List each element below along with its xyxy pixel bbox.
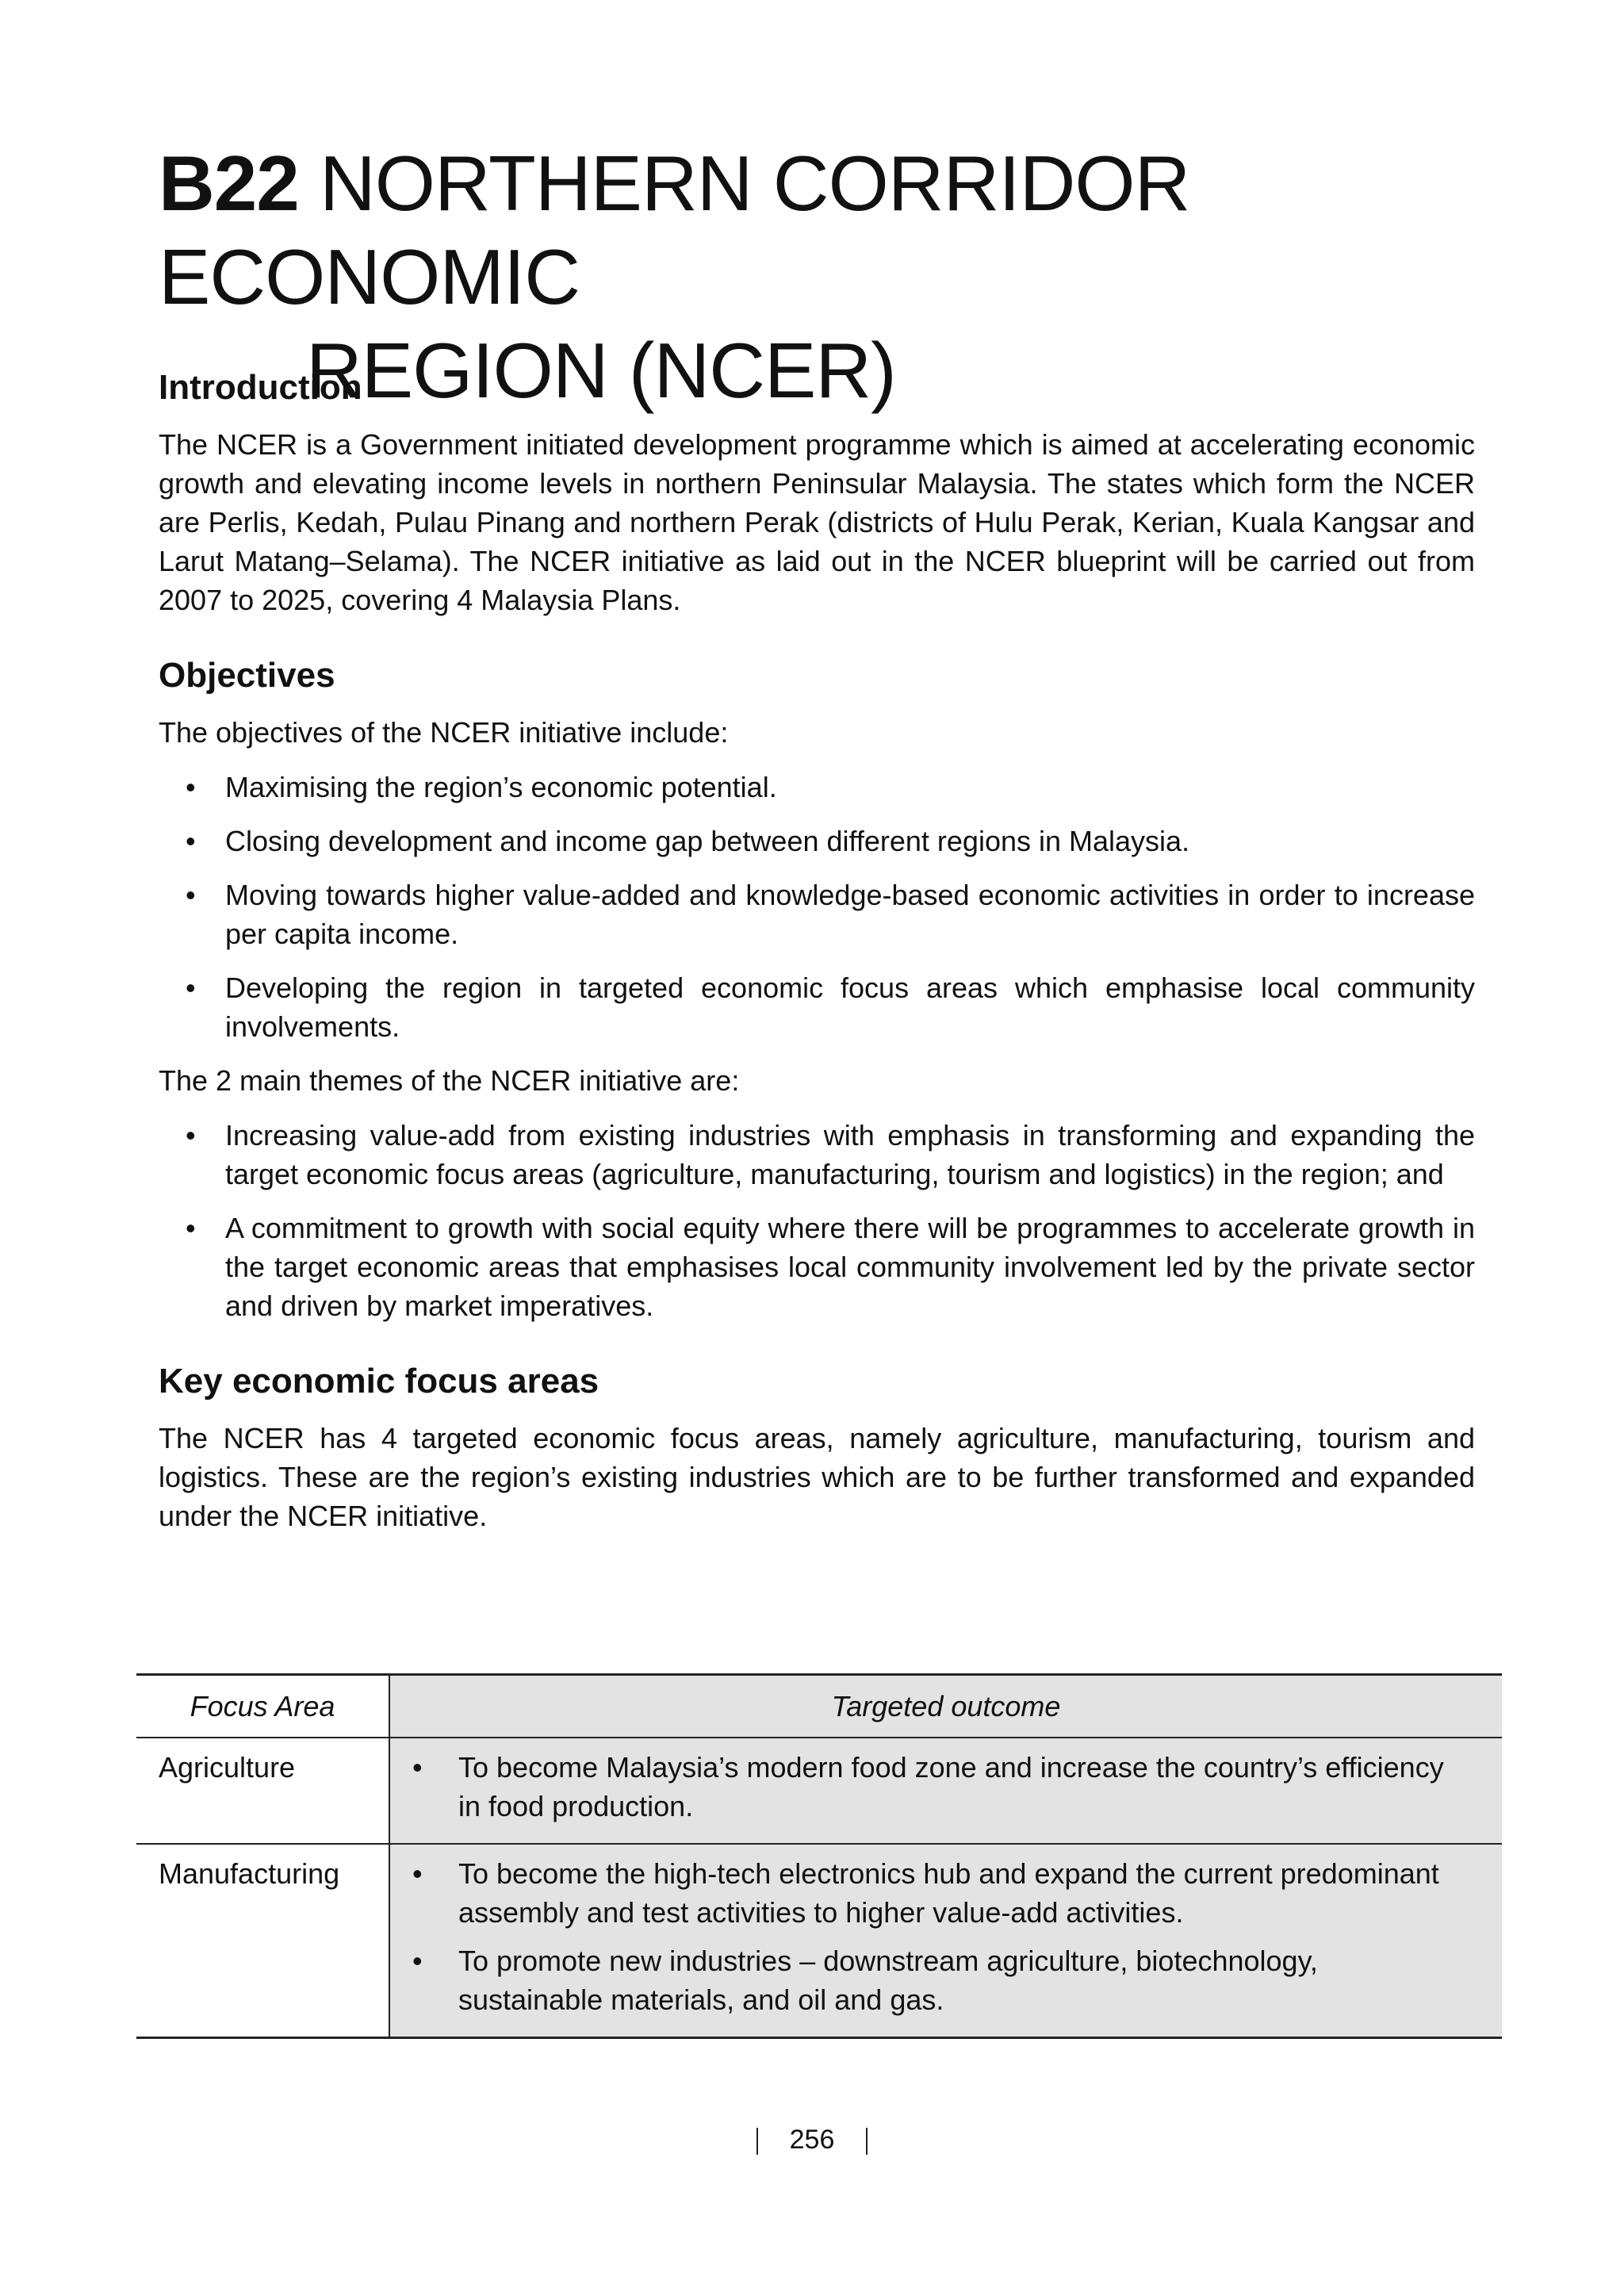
objectives-list — [159, 768, 1475, 1046]
footer-divider-left — [756, 2128, 758, 2155]
list-item — [390, 1854, 1470, 1932]
list-item-text: To promote new industries – downstream agriculture, biotechnology, sustainable materials, and oil and gas. — [458, 1945, 1318, 2016]
list-item-text: To become Malaysia’s modern food zone and increase the country’s efficiency in food production. — [458, 1751, 1444, 1822]
outcome-list — [390, 1854, 1470, 2019]
list-item — [159, 1209, 1475, 1325]
bullet-icon: • — [186, 1119, 196, 1151]
table-header-row — [136, 1675, 1502, 1738]
list-item — [390, 1941, 1470, 2019]
focus-area-table — [136, 1673, 1502, 2039]
section-code: B22 — [159, 140, 299, 227]
list-item-text: Developing the region in targeted economic focus areas which emphasise local community involvements. — [225, 971, 1475, 1043]
themes-list — [159, 1116, 1475, 1325]
content-body — [159, 365, 1475, 1569]
focus-areas-section — [159, 1358, 1475, 1535]
bullet-icon: • — [186, 825, 196, 857]
outcome-cell — [389, 1738, 1502, 1844]
focus-areas-heading: Key economic focus areas — [159, 1362, 599, 1401]
list-item-text: A commitment to growth with social equity where there will be programmes to accelerate growth in the target economic areas that emphasises local community involvement led by the private sector and driven by market imperatives. — [225, 1212, 1475, 1322]
outcome-list — [390, 1748, 1470, 1826]
bullet-icon: • — [412, 1857, 423, 1890]
footer-divider-right — [866, 2128, 868, 2155]
list-item — [390, 1748, 1470, 1826]
column-header-targeted-outcome: Targeted outcome — [389, 1675, 1502, 1738]
focus-area-cell: Manufacturing — [136, 1844, 389, 2038]
introduction-heading: Introduction — [159, 368, 362, 407]
outcome-cell — [389, 1844, 1502, 2038]
objectives-heading: Objectives — [159, 656, 335, 695]
page-footer — [0, 2122, 1624, 2157]
table-row — [136, 1844, 1502, 2038]
introduction-section — [159, 365, 1475, 619]
list-item-text: Maximising the region’s economic potential. — [225, 771, 777, 803]
list-item-text: To become the high-tech electronics hub and expand the current predominant assembly and test activities to higher value-add activities. — [458, 1857, 1439, 1929]
focus-areas-paragraph: The NCER has 4 targeted economic focus areas, namely agriculture, manufacturing, tourism and logistics. These are the region’s existing industries which are to be further transformed and expanded under the NCER initiative. — [159, 1422, 1475, 1532]
list-item — [159, 768, 1475, 807]
list-item — [159, 968, 1475, 1046]
list-item-text: Closing development and income gap between different regions in Malaysia. — [225, 825, 1190, 857]
list-item — [159, 876, 1475, 953]
list-item — [159, 822, 1475, 860]
bullet-icon: • — [412, 1751, 423, 1784]
objectives-intro: The objectives of the NCER initiative include: — [159, 716, 729, 749]
page-number: 256 — [789, 2125, 835, 2155]
list-item-text: Increasing value-add from existing industries with emphasis in transforming and expanding the target economic focus areas (agriculture, manufacturing, tourism and logistics) in the region; and — [225, 1119, 1475, 1190]
bullet-icon: • — [412, 1945, 423, 1977]
themes-intro: The 2 main themes of the NCER initiative are: — [159, 1064, 740, 1097]
table-row — [136, 1738, 1502, 1844]
bullet-icon: • — [186, 971, 196, 1004]
focus-area-cell: Agriculture — [136, 1738, 389, 1844]
list-item-text: Moving towards higher value-added and knowledge-based economic activities in order to increase per capita income. — [225, 879, 1475, 950]
objectives-section — [159, 653, 1475, 1325]
title-line-2: REGION (NCER) — [306, 327, 896, 414]
bullet-icon: • — [186, 771, 196, 803]
bullet-icon: • — [186, 879, 196, 911]
list-item — [159, 1116, 1475, 1194]
column-header-focus-area: Focus Area — [136, 1675, 389, 1738]
bullet-icon: • — [186, 1212, 196, 1244]
title-line-1: NORTHERN CORRIDOR ECONOMIC — [159, 140, 1190, 320]
introduction-paragraph: The NCER is a Government initiated development programme which is aimed at accelerating economic growth and elevating income levels in northern Peninsular Malaysia. The states which form the NCER are Perlis, Kedah, Pulau Pinang and northern Perak (districts of Hulu Perak, Kerian, Kuala Kangsar and Larut Matang–Selama). The NCER initiative as laid out in the NCER blueprint will be carried out from 2007 to 2025, covering 4 Malaysia Plans. — [159, 428, 1475, 616]
